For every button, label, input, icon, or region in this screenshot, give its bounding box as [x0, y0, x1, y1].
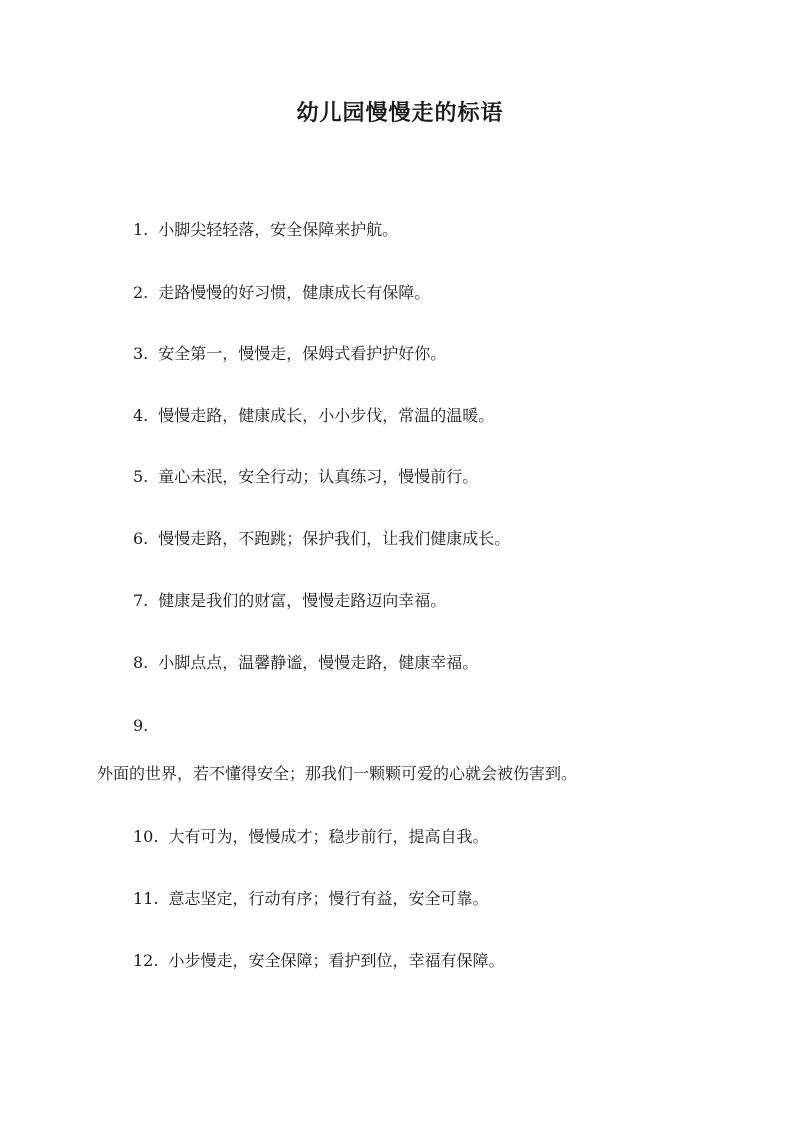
list-item-number: 8.: [133, 653, 149, 672]
list-item: [133, 889, 488, 909]
list-item-text: 小脚点点，温馨静谧，慢慢走路，健康幸福。: [158, 653, 479, 672]
list-item-text: 外面的世界，若不懂得安全；那我们一颗颗可爱的心就会被伤害到。: [97, 764, 578, 783]
list-item-text: 小步慢走，安全保障；看护到位，幸福有保障。: [168, 951, 505, 970]
list-item: [133, 406, 494, 426]
list-item-text: 健康是我们的财富，慢慢走路迈向幸福。: [158, 591, 447, 610]
list-item-number: 9.: [133, 716, 149, 735]
document-title: 幼儿园慢慢走的标语: [296, 100, 504, 126]
list-item-text: 安全第一，慢慢走，保姆式看护护好你。: [158, 344, 447, 363]
list-item: [133, 827, 488, 847]
list-item: [133, 283, 430, 303]
list-item-text: 慢慢走路，健康成长，小小步伐，常温的温暖。: [158, 406, 495, 425]
list-item-text: 慢慢走路，不跑跳；保护我们，让我们健康成长。: [158, 529, 511, 548]
list-item: [133, 344, 446, 364]
list-item: [133, 220, 398, 240]
list-item-text: 小脚尖轻轻落，安全保障来护航。: [158, 220, 399, 239]
list-item-continuation: [97, 764, 577, 784]
list-item: [133, 951, 504, 971]
list-item-number: 2.: [133, 283, 149, 302]
list-item: [133, 716, 158, 736]
list-item: [133, 529, 510, 549]
list-item-number: 5.: [133, 467, 149, 486]
list-item-text: 走路慢慢的好习惯，健康成长有保障。: [158, 283, 431, 302]
list-item-number: 12.: [133, 951, 159, 970]
list-item-number: 11.: [133, 889, 159, 908]
list-item-text: 大有可为，慢慢成才；稳步前行，提高自我。: [168, 827, 489, 846]
list-item-number: 4.: [133, 406, 149, 425]
list-item: [133, 467, 478, 487]
list-item-number: 1.: [133, 220, 149, 239]
list-item-number: 7.: [133, 591, 149, 610]
list-item: [133, 591, 446, 611]
list-item-number: 3.: [133, 344, 149, 363]
list-item-number: 10.: [133, 827, 159, 846]
list-item-number: 6.: [133, 529, 149, 548]
list-item-text: 童心未泯，安全行动；认真练习，慢慢前行。: [158, 467, 479, 486]
list-item: [133, 653, 478, 673]
list-item-text: 意志坚定，行动有序；慢行有益，安全可靠。: [168, 889, 489, 908]
